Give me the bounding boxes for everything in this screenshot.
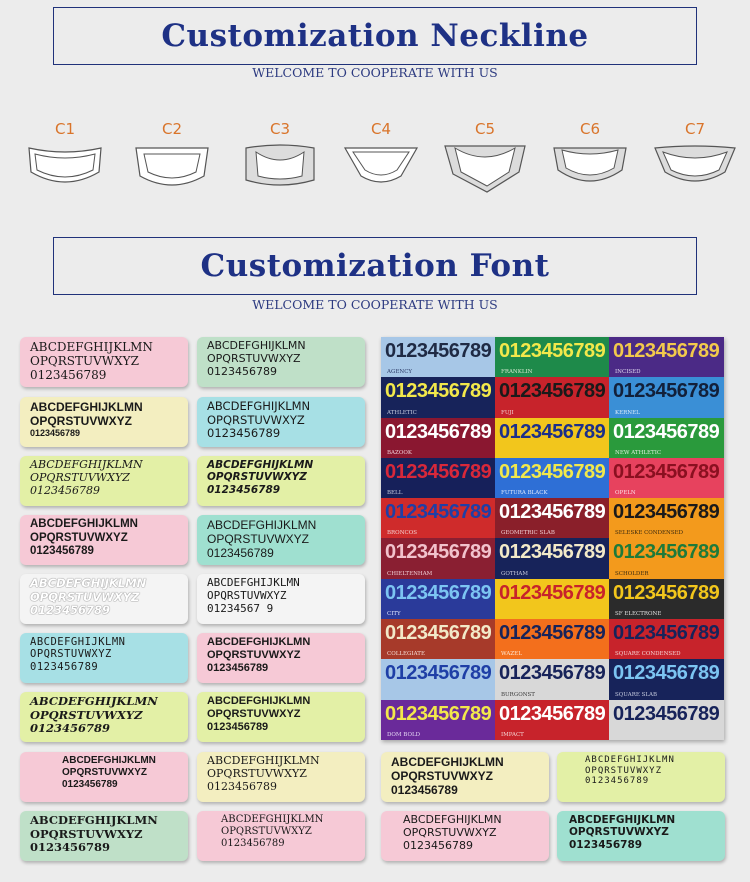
font-sample[interactable] <box>197 397 365 447</box>
font-sample-line: 01234567 9 <box>207 601 274 615</box>
font-sample[interactable] <box>20 633 188 683</box>
font-sample-line: 0123456789 <box>30 721 111 736</box>
font-title-box <box>53 237 697 295</box>
font-name: BURGONST <box>501 691 535 698</box>
font-sample[interactable] <box>197 752 365 802</box>
neckline-c7-icon <box>653 142 737 192</box>
font-sample-line: 0123456789 <box>30 603 111 618</box>
number-font-cell[interactable] <box>495 498 609 538</box>
font-sample-line: ABCDEFGHIJKLMN <box>221 814 324 825</box>
number-font-cell[interactable] <box>609 377 724 417</box>
neckline-title: Customization Neckline <box>161 18 589 54</box>
number-font-cell[interactable] <box>609 498 724 538</box>
number-sample: 0123456789 <box>613 702 720 725</box>
neckline-label: C2 <box>161 120 183 138</box>
font-name: FUJI <box>501 409 514 416</box>
font-name: SQUARE SLAB <box>615 691 658 698</box>
font-sample-line: 0123456789 <box>30 545 94 558</box>
font-sample-line: ABCDEFGHIJKLMN <box>30 813 158 827</box>
neckline-c3-icon <box>240 142 320 192</box>
number-sample: 0123456789 <box>385 662 492 685</box>
neckline-c7[interactable] <box>650 120 740 192</box>
neckline-c3[interactable] <box>235 120 325 192</box>
number-sample: 0123456789 <box>499 420 606 443</box>
font-name: BELL <box>387 490 403 497</box>
font-sample-line: ABCDEFGHIJKLMN <box>30 576 147 590</box>
font-sample[interactable] <box>20 337 188 387</box>
font-sample-line: OPQRSTUVWXYZ <box>30 354 139 369</box>
number-font-cell[interactable] <box>609 700 724 740</box>
neckline-row <box>0 120 750 210</box>
number-font-grid <box>381 337 724 740</box>
font-sample-line: 0123456789 <box>30 428 81 439</box>
font-name: BAZOOK <box>387 449 412 456</box>
neckline-c4-icon <box>341 142 421 192</box>
font-name: DOM BOLD <box>387 731 421 738</box>
font-sample-line: ABCDEFGHIJKLMN <box>207 636 311 648</box>
font-sample-line: OPQRSTUVWXYZ <box>30 589 140 604</box>
font-sample-line: OPQRSTUVWXYZ <box>207 412 305 427</box>
font-sample[interactable] <box>557 811 725 861</box>
font-sample[interactable] <box>20 811 188 861</box>
number-font-cell[interactable] <box>609 619 724 659</box>
neckline-c5-icon <box>443 142 527 196</box>
font-name: KERNEL <box>615 409 640 416</box>
neckline-label: C6 <box>579 120 601 138</box>
font-name: FUTURA BLACK <box>501 490 548 497</box>
neckline-label: C5 <box>474 120 496 138</box>
number-font-cell[interactable] <box>381 498 495 538</box>
font-sample-line: 0123456789 <box>207 426 281 441</box>
number-sample: 0123456789 <box>385 622 492 645</box>
font-sample[interactable] <box>20 397 188 447</box>
font-name: CITY <box>387 611 401 618</box>
font-sample-line: ABCDEFGHIJKLMN <box>569 814 676 826</box>
font-sample-line: ABCDEFGHIJKLMN <box>30 458 143 471</box>
font-subtitle: WELCOME TO COOPERATE WITH US <box>235 297 515 312</box>
number-sample: 0123456789 <box>385 420 492 443</box>
font-sample[interactable] <box>197 633 365 683</box>
font-sample-line: ABCDEFGHIJKLMN <box>30 694 158 708</box>
number-sample: 0123456789 <box>499 380 606 403</box>
font-sample[interactable] <box>20 574 188 624</box>
number-font-cell[interactable] <box>609 337 724 377</box>
number-font-cell[interactable] <box>381 659 495 699</box>
number-sample: 0123456789 <box>499 702 606 725</box>
neckline-title-box <box>53 7 697 65</box>
neckline-c6[interactable] <box>545 120 635 192</box>
font-name: SCHOLDER <box>615 570 649 577</box>
font-sample[interactable] <box>381 752 549 802</box>
font-sample-line: 0123456789 <box>207 483 281 496</box>
number-font-cell[interactable] <box>381 458 495 498</box>
neckline-c4[interactable] <box>336 120 426 192</box>
font-sample-line: OPQRSTUVWXYZ <box>207 766 307 780</box>
number-sample: 0123456789 <box>385 380 492 403</box>
font-sample-line: ABCDEFGHIJKLMN <box>207 518 317 532</box>
number-font-cell[interactable] <box>381 700 495 740</box>
number-sample: 0123456789 <box>385 501 492 524</box>
font-sample[interactable] <box>197 456 365 506</box>
font-name: ATHLETIC <box>387 409 417 416</box>
number-font-cell[interactable] <box>609 538 724 578</box>
neckline-label: C4 <box>370 120 392 138</box>
number-font-cell[interactable] <box>495 579 609 619</box>
number-font-cell[interactable] <box>609 418 724 458</box>
font-sample[interactable] <box>197 574 365 624</box>
number-sample: 0123456789 <box>613 380 720 403</box>
font-sample-line: OPQRSTUVWXYZ <box>30 531 128 544</box>
number-sample: 0123456789 <box>613 541 720 564</box>
font-sample-line: 0123456789 <box>62 778 118 790</box>
font-sample[interactable] <box>197 337 365 387</box>
font-sample[interactable] <box>557 752 725 802</box>
neckline-c5[interactable] <box>440 120 530 196</box>
number-sample: 0123456789 <box>613 460 720 483</box>
font-sample[interactable] <box>197 515 365 565</box>
font-sample-line: ABCDEFGHIJKLMN <box>585 755 675 765</box>
font-sample-line: OPQRSTUVWXYZ <box>30 707 143 722</box>
font-sample-line: OPQRSTUVWXYZ <box>221 825 312 837</box>
font-name: SF ELECTRONE <box>615 611 662 618</box>
neckline-label: C7 <box>684 120 706 138</box>
number-sample: 0123456789 <box>499 460 606 483</box>
number-font-cell[interactable] <box>381 418 495 458</box>
number-sample: 0123456789 <box>499 662 606 685</box>
font-name: GEOMETRIC SLAB <box>501 530 555 537</box>
font-title: Customization Font <box>200 248 550 284</box>
number-font-cell[interactable] <box>495 619 609 659</box>
font-name: SELESKE CONDENSED <box>615 530 684 537</box>
font-sample[interactable] <box>20 752 188 802</box>
font-sample-line: OPQRSTUVWXYZ <box>30 648 112 661</box>
number-font-cell[interactable] <box>381 337 495 377</box>
font-sample-line: 0123456789 <box>207 720 269 733</box>
neckline-c1-icon <box>25 142 105 192</box>
font-sample[interactable] <box>197 811 365 861</box>
font-sample[interactable] <box>381 811 549 861</box>
font-sample-line: OPQRSTUVWXYZ <box>391 769 494 784</box>
font-sample-line: ABCDEFGHIJKLMN <box>30 518 138 530</box>
font-sample-line: ABCDEFGHIJKLMN <box>62 755 156 766</box>
font-sample-line: 0123456789 <box>207 661 269 674</box>
font-name: GOTHAM <box>501 570 528 577</box>
number-sample: 0123456789 <box>499 501 606 524</box>
neckline-label: C3 <box>269 120 291 138</box>
number-sample: 0123456789 <box>385 541 492 564</box>
number-sample: 0123456789 <box>613 340 720 362</box>
font-sample-line: 0123456789 <box>30 368 107 383</box>
font-sample-line: ABCDEFGHIJKLMN <box>207 695 311 707</box>
font-sample-line: OPQRSTUVWXYZ <box>207 588 287 602</box>
font-sample-line: OPQRSTUVWXYZ <box>30 414 133 429</box>
font-sample-line: 0123456789 <box>207 779 277 793</box>
font-sample-line: ABCDEFGHIJKLMN <box>207 576 300 589</box>
number-sample: 0123456789 <box>385 340 492 362</box>
font-sample-line: 0123456789 <box>569 838 643 851</box>
number-sample: 0123456789 <box>499 541 606 564</box>
font-sample[interactable] <box>20 692 188 742</box>
number-font-cell[interactable] <box>495 659 609 699</box>
font-sample-line: OPQRSTUVWXYZ <box>207 351 301 365</box>
font-sample-line: OPQRSTUVWXYZ <box>207 707 301 720</box>
font-sample-line: 0123456789 <box>221 837 285 849</box>
font-sample-line: ABCDEFGHIJKLMN <box>391 755 504 769</box>
font-sample-line: OPQRSTUVWXYZ <box>585 765 663 776</box>
number-sample: 0123456789 <box>385 460 492 483</box>
font-sample-line: ABCDEFGHIJKLMN <box>207 459 314 471</box>
font-sample-line: OPQRSTUVWXYZ <box>30 826 143 841</box>
number-font-cell[interactable] <box>381 538 495 578</box>
font-sample-line: 0123456789 <box>403 838 473 852</box>
font-name: INCISED <box>615 369 641 376</box>
number-font-cell[interactable] <box>495 538 609 578</box>
font-name: CHIELTENHAM <box>387 570 433 577</box>
font-sample-line: OPQRSTUVWXYZ <box>30 470 130 484</box>
number-font-cell[interactable] <box>495 377 609 417</box>
font-sample-line: ABCDEFGHIJKLMN <box>30 400 143 414</box>
neckline-c6-icon <box>550 142 630 192</box>
font-sample-line: ABCDEFGHIJKLMN <box>403 813 502 826</box>
font-name: BRONCOS <box>387 530 417 537</box>
font-name: FRANKLIN <box>501 369 533 376</box>
neckline-c2[interactable] <box>127 120 217 192</box>
font-sample-line: OPQRSTUVWXYZ <box>207 471 307 484</box>
number-font-cell[interactable] <box>495 418 609 458</box>
number-sample: 0123456789 <box>613 662 720 685</box>
number-font-cell[interactable] <box>381 579 495 619</box>
font-name: IMPACT <box>501 731 524 738</box>
font-sample-line: 0123456789 <box>585 776 650 787</box>
number-font-cell[interactable] <box>609 458 724 498</box>
number-font-cell[interactable] <box>609 579 724 619</box>
font-sample-line: 0123456789 <box>30 660 99 673</box>
font-name: COLLEGIATE <box>387 651 425 658</box>
font-sample-line: ABCDEFGHIJKLMN <box>207 399 311 413</box>
font-sample-line: OPQRSTUVWXYZ <box>207 532 310 547</box>
number-sample: 0123456789 <box>613 581 720 604</box>
number-font-cell[interactable] <box>381 377 495 417</box>
font-sample-line: 0123456789 <box>30 840 111 855</box>
font-sample-line: 0123456789 <box>207 364 277 378</box>
number-sample: 0123456789 <box>385 581 492 604</box>
font-name: AGENCY <box>387 369 413 376</box>
number-sample: 0123456789 <box>385 702 492 725</box>
number-sample: 0123456789 <box>613 501 720 524</box>
number-font-cell[interactable] <box>381 619 495 659</box>
font-sample-line: 0123456789 <box>207 546 274 561</box>
font-sample-line: ABCDEFGHIJKLMN <box>30 636 126 648</box>
font-sample-line: ABCDEFGHIJKLMN <box>207 754 320 767</box>
font-sample-line: OPQRSTUVWXYZ <box>403 825 497 839</box>
number-font-cell[interactable] <box>495 700 609 740</box>
font-sample[interactable] <box>20 456 188 506</box>
neckline-c2-icon <box>132 142 212 192</box>
font-sample[interactable] <box>197 692 365 742</box>
neckline-label: C1 <box>54 120 76 138</box>
font-name: SQUARE CONDENSED <box>615 651 681 658</box>
number-font-cell[interactable] <box>495 458 609 498</box>
font-name: OPELN <box>615 490 636 497</box>
font-sample-line: OPQRSTUVWXYZ <box>207 648 301 661</box>
number-font-cell[interactable] <box>609 659 724 699</box>
font-sample-line: OPQRSTUVWXYZ <box>62 766 148 778</box>
number-sample: 0123456789 <box>613 420 720 443</box>
font-sample-line: OPQRSTUVWXYZ <box>569 826 669 839</box>
font-sample-line: 0123456789 <box>30 483 100 497</box>
number-font-cell[interactable] <box>495 337 609 377</box>
font-sample-line: 0123456789 <box>391 783 458 798</box>
number-sample: 0123456789 <box>613 622 720 645</box>
font-sample[interactable] <box>20 515 188 565</box>
neckline-c1[interactable] <box>20 120 110 192</box>
font-sample-line: ABCDEFGHIJKLMN <box>30 340 153 354</box>
font-name: NEW ATHLETIC <box>615 449 662 456</box>
number-sample: 0123456789 <box>499 622 606 645</box>
neckline-subtitle: WELCOME TO COOPERATE WITH US <box>235 65 515 80</box>
number-sample: 0123456789 <box>499 581 606 604</box>
font-sample-line: ABCDEFGHIJKLMN <box>207 339 306 352</box>
font-name: WAZEL <box>501 651 522 658</box>
number-sample: 0123456789 <box>499 340 606 362</box>
